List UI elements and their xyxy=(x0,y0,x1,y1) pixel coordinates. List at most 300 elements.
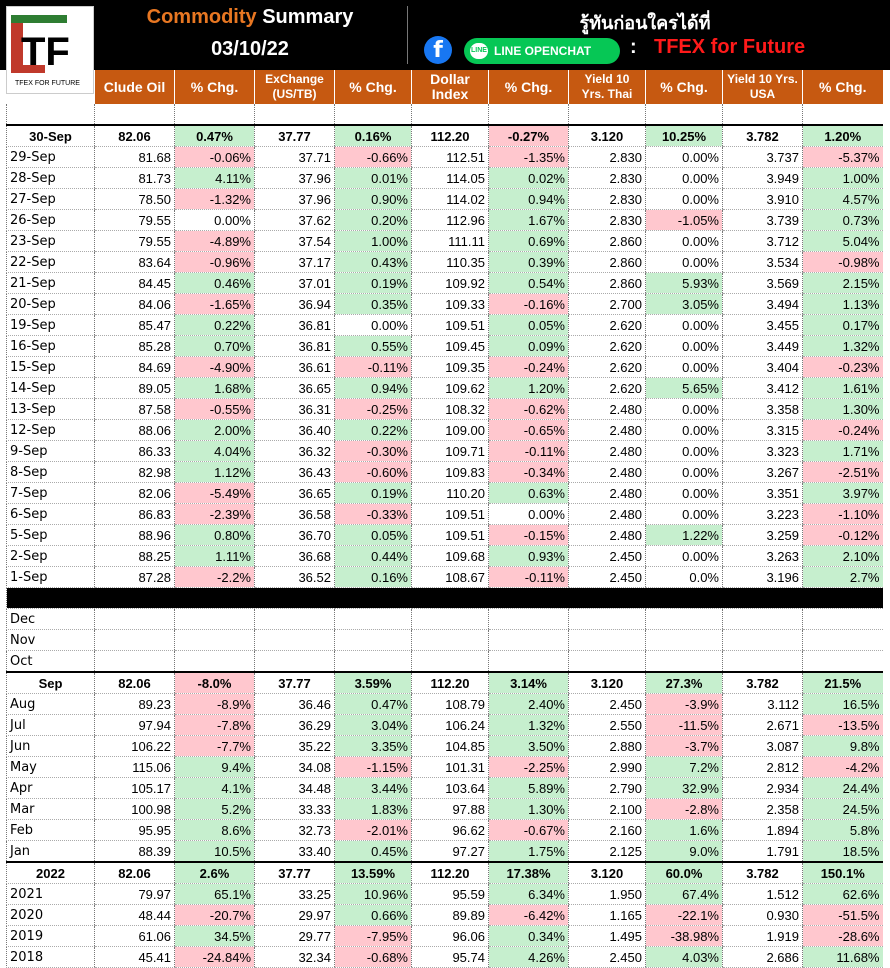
value-cell: 112.20 xyxy=(412,672,489,694)
empty-cell xyxy=(803,630,883,651)
pct-change-cell: -4.2% xyxy=(803,757,883,778)
pct-change-cell: -7.8% xyxy=(175,715,255,736)
pct-change-cell: 0.34% xyxy=(489,926,569,947)
value-cell: 95.74 xyxy=(412,947,489,968)
pct-change-cell: 3.97% xyxy=(803,483,883,504)
col-header-exchange: ExChange (US/TB) xyxy=(255,70,335,104)
value-cell: 108.67 xyxy=(412,567,489,588)
pct-change-cell: 0.44% xyxy=(335,546,412,567)
pct-change-cell: 1.30% xyxy=(803,399,883,420)
pct-change-cell: 1.00% xyxy=(803,168,883,189)
col-header-dollar-chg: % Chg. xyxy=(489,70,569,104)
pct-change-cell: 0.00% xyxy=(646,546,723,567)
empty-cell xyxy=(412,630,489,651)
pct-change-cell: 3.14% xyxy=(489,672,569,694)
value-cell: 37.17 xyxy=(255,252,335,273)
value-cell: 97.94 xyxy=(95,715,175,736)
spacer-cell xyxy=(803,104,883,125)
daily-row xyxy=(7,378,883,399)
value-cell: 79.97 xyxy=(95,884,175,905)
pct-change-cell: 0.43% xyxy=(335,252,412,273)
value-cell: 61.06 xyxy=(95,926,175,947)
value-cell: 112.20 xyxy=(412,862,489,884)
pct-change-cell: 0.02% xyxy=(489,168,569,189)
row-label: Feb xyxy=(7,820,95,841)
pct-change-cell: -8.0% xyxy=(175,672,255,694)
value-cell: 3.712 xyxy=(723,231,803,252)
daily-row xyxy=(7,420,883,441)
value-cell: 36.70 xyxy=(255,525,335,546)
value-cell: 106.24 xyxy=(412,715,489,736)
value-cell: 109.51 xyxy=(412,525,489,546)
pct-change-cell: 0.69% xyxy=(489,231,569,252)
value-cell: 3.323 xyxy=(723,441,803,462)
value-cell: 2.450 xyxy=(569,947,646,968)
value-cell: 109.33 xyxy=(412,294,489,315)
separator-line xyxy=(7,588,883,609)
row-label: Oct xyxy=(7,651,95,673)
spacer-cell xyxy=(7,104,95,125)
logo-subtext: TFEX FOR FUTURE xyxy=(15,80,80,87)
monthly-row xyxy=(7,736,883,757)
row-label: 7-Sep xyxy=(7,483,95,504)
empty-cell xyxy=(803,651,883,673)
daily-row xyxy=(7,357,883,378)
value-cell: 1.950 xyxy=(569,884,646,905)
empty-cell xyxy=(95,609,175,630)
daily-row xyxy=(7,399,883,420)
value-cell: 109.68 xyxy=(412,546,489,567)
value-cell: 2.620 xyxy=(569,357,646,378)
pct-change-cell: -2.51% xyxy=(803,462,883,483)
value-cell: 84.06 xyxy=(95,294,175,315)
row-label: 28-Sep xyxy=(7,168,95,189)
value-cell: 1.495 xyxy=(569,926,646,947)
row-label: 30-Sep xyxy=(7,125,95,147)
value-cell: 114.02 xyxy=(412,189,489,210)
value-cell: 88.06 xyxy=(95,420,175,441)
value-cell: 33.40 xyxy=(255,841,335,863)
pct-change-cell: 1.67% xyxy=(489,210,569,231)
pct-change-cell: -0.67% xyxy=(489,820,569,841)
empty-cell xyxy=(255,651,335,673)
empty-cell xyxy=(723,630,803,651)
value-cell: 45.41 xyxy=(95,947,175,968)
value-cell: 3.120 xyxy=(569,862,646,884)
value-cell: 97.88 xyxy=(412,799,489,820)
value-cell: 109.71 xyxy=(412,441,489,462)
value-cell: 2.812 xyxy=(723,757,803,778)
value-cell: 37.54 xyxy=(255,231,335,252)
pct-change-cell: -1.10% xyxy=(803,504,883,525)
pct-change-cell: 0.00% xyxy=(646,231,723,252)
value-cell: 2.100 xyxy=(569,799,646,820)
value-cell: 2.450 xyxy=(569,694,646,715)
pct-change-cell: 3.59% xyxy=(335,672,412,694)
pct-change-cell: 24.4% xyxy=(803,778,883,799)
value-cell: 36.32 xyxy=(255,441,335,462)
pct-change-cell: 21.5% xyxy=(803,672,883,694)
value-cell: 2.830 xyxy=(569,210,646,231)
commodity-table xyxy=(6,70,883,968)
row-label: 27-Sep xyxy=(7,189,95,210)
value-cell: 3.534 xyxy=(723,252,803,273)
value-cell: 36.43 xyxy=(255,462,335,483)
pct-change-cell: -51.5% xyxy=(803,905,883,926)
value-cell: 2.450 xyxy=(569,546,646,567)
pct-change-cell: -4.89% xyxy=(175,231,255,252)
pct-change-cell: 0.54% xyxy=(489,273,569,294)
value-cell: 109.51 xyxy=(412,315,489,336)
pct-change-cell: 7.2% xyxy=(646,757,723,778)
daily-row xyxy=(7,231,883,252)
empty-cell xyxy=(335,630,412,651)
spacer-cell xyxy=(95,104,175,125)
pct-change-cell: 0.70% xyxy=(175,336,255,357)
value-cell: 2.480 xyxy=(569,420,646,441)
value-cell: 111.11 xyxy=(412,231,489,252)
spacer-cell xyxy=(646,104,723,125)
line-openchat-button[interactable] xyxy=(464,38,620,64)
row-label: May xyxy=(7,757,95,778)
spacer-cell xyxy=(175,104,255,125)
value-cell: 36.61 xyxy=(255,357,335,378)
pct-change-cell: 0.55% xyxy=(335,336,412,357)
pct-change-cell: 1.20% xyxy=(803,125,883,147)
col-header-yield-thai: Yield 10 Yrs. Thai xyxy=(569,70,646,104)
pct-change-cell: 0.16% xyxy=(335,125,412,147)
value-cell: 82.98 xyxy=(95,462,175,483)
value-cell: 3.949 xyxy=(723,168,803,189)
value-cell: 36.81 xyxy=(255,315,335,336)
monthly-row xyxy=(7,820,883,841)
pct-change-cell: 4.26% xyxy=(489,947,569,968)
row-label: 23-Sep xyxy=(7,231,95,252)
empty-cell xyxy=(95,651,175,673)
pct-change-cell: 1.00% xyxy=(335,231,412,252)
pct-change-cell: 0.00% xyxy=(646,441,723,462)
pct-change-cell: 0.05% xyxy=(335,525,412,546)
value-cell: 86.83 xyxy=(95,504,175,525)
value-cell: 87.58 xyxy=(95,399,175,420)
value-cell: 2.990 xyxy=(569,757,646,778)
pct-change-cell: 1.30% xyxy=(489,799,569,820)
row-label: 21-Sep xyxy=(7,273,95,294)
pct-change-cell: 0.22% xyxy=(175,315,255,336)
pct-change-cell: 4.03% xyxy=(646,947,723,968)
value-cell: 2.358 xyxy=(723,799,803,820)
pct-change-cell: 60.0% xyxy=(646,862,723,884)
pct-change-cell: -0.15% xyxy=(489,525,569,546)
daily-row xyxy=(7,546,883,567)
pct-change-cell: 0.94% xyxy=(335,378,412,399)
facebook-icon[interactable]: f xyxy=(424,36,452,64)
daily-row xyxy=(7,315,883,336)
value-cell: 112.20 xyxy=(412,125,489,147)
value-cell: 86.33 xyxy=(95,441,175,462)
pct-change-cell: 2.6% xyxy=(175,862,255,884)
pct-change-cell: -0.96% xyxy=(175,252,255,273)
row-label: Jul xyxy=(7,715,95,736)
pct-change-cell: -0.12% xyxy=(803,525,883,546)
col-header-yield-thai-chg: % Chg. xyxy=(646,70,723,104)
pct-change-cell: 0.00% xyxy=(646,336,723,357)
value-cell: 2.125 xyxy=(569,841,646,863)
pct-change-cell: -1.05% xyxy=(646,210,723,231)
value-cell: 112.51 xyxy=(412,147,489,168)
row-label: Mar xyxy=(7,799,95,820)
pct-change-cell: 0.80% xyxy=(175,525,255,546)
row-label: Jan xyxy=(7,841,95,863)
pct-change-cell: 0.63% xyxy=(489,483,569,504)
pct-change-cell: 0.19% xyxy=(335,483,412,504)
row-label: 19-Sep xyxy=(7,315,95,336)
daily-row xyxy=(7,294,883,315)
value-cell: 88.96 xyxy=(95,525,175,546)
value-cell: 109.62 xyxy=(412,378,489,399)
value-cell: 2.790 xyxy=(569,778,646,799)
value-cell: 3.449 xyxy=(723,336,803,357)
pct-change-cell: 0.00% xyxy=(646,462,723,483)
row-label: 15-Sep xyxy=(7,357,95,378)
daily-row xyxy=(7,168,883,189)
pct-change-cell: 0.20% xyxy=(335,210,412,231)
value-cell: 2.480 xyxy=(569,399,646,420)
value-cell: 96.06 xyxy=(412,926,489,947)
value-cell: 82.06 xyxy=(95,483,175,504)
value-cell: 3.267 xyxy=(723,462,803,483)
pct-change-cell: -0.24% xyxy=(803,420,883,441)
pct-change-cell: 0.00% xyxy=(646,357,723,378)
pct-change-cell: 6.34% xyxy=(489,884,569,905)
value-cell: 109.35 xyxy=(412,357,489,378)
value-cell: 36.58 xyxy=(255,504,335,525)
value-cell: 2.550 xyxy=(569,715,646,736)
value-cell: 36.31 xyxy=(255,399,335,420)
pct-change-cell: 0.93% xyxy=(489,546,569,567)
pct-change-cell: 1.68% xyxy=(175,378,255,399)
logo-graphic xyxy=(7,7,93,93)
pct-change-cell: -0.68% xyxy=(335,947,412,968)
value-cell: 85.47 xyxy=(95,315,175,336)
value-cell: 2.480 xyxy=(569,525,646,546)
value-cell: 36.46 xyxy=(255,694,335,715)
pct-change-cell: -0.65% xyxy=(489,420,569,441)
value-cell: 1.512 xyxy=(723,884,803,905)
value-cell: 2.860 xyxy=(569,231,646,252)
pct-change-cell: -11.5% xyxy=(646,715,723,736)
pct-change-cell: -2.2% xyxy=(175,567,255,588)
pct-change-cell: -0.62% xyxy=(489,399,569,420)
top-spacer-row xyxy=(7,104,883,125)
header-divider xyxy=(407,6,408,64)
empty-cell xyxy=(489,630,569,651)
value-cell: 3.112 xyxy=(723,694,803,715)
value-cell: 110.20 xyxy=(412,483,489,504)
pct-change-cell: -28.6% xyxy=(803,926,883,947)
pct-change-cell: 3.04% xyxy=(335,715,412,736)
value-cell: 106.22 xyxy=(95,736,175,757)
pct-change-cell: 1.6% xyxy=(646,820,723,841)
value-cell: 82.06 xyxy=(95,862,175,884)
pct-change-cell: 1.13% xyxy=(803,294,883,315)
value-cell: 33.25 xyxy=(255,884,335,905)
value-cell: 3.120 xyxy=(569,672,646,694)
pct-change-cell: 0.00% xyxy=(489,504,569,525)
value-cell: 3.782 xyxy=(723,862,803,884)
pct-change-cell: -0.30% xyxy=(335,441,412,462)
pct-change-cell: 0.47% xyxy=(335,694,412,715)
col-header-yield-usa: Yield 10 Yrs. USA xyxy=(723,70,803,104)
value-cell: 29.77 xyxy=(255,926,335,947)
pct-change-cell: 0.01% xyxy=(335,168,412,189)
daily-row xyxy=(7,147,883,168)
row-label: 2-Sep xyxy=(7,546,95,567)
value-cell: 2.480 xyxy=(569,462,646,483)
pct-change-cell: 62.6% xyxy=(803,884,883,905)
pct-change-cell: 0.00% xyxy=(335,315,412,336)
value-cell: 2.620 xyxy=(569,378,646,399)
pct-change-cell: 27.3% xyxy=(646,672,723,694)
value-cell: 36.52 xyxy=(255,567,335,588)
monthly-row xyxy=(7,757,883,778)
pct-change-cell: 0.00% xyxy=(646,315,723,336)
pct-change-cell: 2.40% xyxy=(489,694,569,715)
value-cell: 2.620 xyxy=(569,336,646,357)
pct-change-cell: 2.00% xyxy=(175,420,255,441)
pct-change-cell: 0.73% xyxy=(803,210,883,231)
pct-change-cell: -0.60% xyxy=(335,462,412,483)
pct-change-cell: 24.5% xyxy=(803,799,883,820)
value-cell: 3.404 xyxy=(723,357,803,378)
report-date: 03/10/22 xyxy=(211,38,289,60)
value-cell: 3.263 xyxy=(723,546,803,567)
brand-colon: : xyxy=(630,36,637,58)
value-cell: 2.860 xyxy=(569,273,646,294)
monthly-row xyxy=(7,799,883,820)
pct-change-cell: 1.75% xyxy=(489,841,569,863)
daily-row xyxy=(7,336,883,357)
empty-cell xyxy=(95,630,175,651)
empty-cell xyxy=(255,630,335,651)
value-cell: 37.77 xyxy=(255,672,335,694)
value-cell: 2.880 xyxy=(569,736,646,757)
pct-change-cell: 0.00% xyxy=(646,168,723,189)
row-label: 22-Sep xyxy=(7,252,95,273)
pct-change-cell: -5.49% xyxy=(175,483,255,504)
value-cell: 37.77 xyxy=(255,862,335,884)
pct-change-cell: 0.00% xyxy=(175,210,255,231)
pct-change-cell: -0.98% xyxy=(803,252,883,273)
value-cell: 36.65 xyxy=(255,483,335,504)
pct-change-cell: -0.66% xyxy=(335,147,412,168)
row-label: 12-Sep xyxy=(7,420,95,441)
value-cell: 79.55 xyxy=(95,210,175,231)
pct-change-cell: -7.7% xyxy=(175,736,255,757)
value-cell: 84.45 xyxy=(95,273,175,294)
value-cell: 3.412 xyxy=(723,378,803,399)
monthly-row xyxy=(7,694,883,715)
pct-change-cell: 17.38% xyxy=(489,862,569,884)
value-cell: 0.930 xyxy=(723,905,803,926)
value-cell: 104.85 xyxy=(412,736,489,757)
page-title xyxy=(100,6,400,29)
row-label: 1-Sep xyxy=(7,567,95,588)
value-cell: 3.569 xyxy=(723,273,803,294)
pct-change-cell: 0.00% xyxy=(646,483,723,504)
pct-change-cell: 10.96% xyxy=(335,884,412,905)
pct-change-cell: 4.11% xyxy=(175,168,255,189)
pct-change-cell: -13.5% xyxy=(803,715,883,736)
pct-change-cell: 1.12% xyxy=(175,462,255,483)
pct-change-cell: -7.95% xyxy=(335,926,412,947)
pct-change-cell: 5.8% xyxy=(803,820,883,841)
col-header-crude-chg: % Chg. xyxy=(175,70,255,104)
pct-change-cell: 67.4% xyxy=(646,884,723,905)
value-cell: 2.450 xyxy=(569,567,646,588)
value-cell: 36.40 xyxy=(255,420,335,441)
empty-cell xyxy=(569,630,646,651)
pct-change-cell: 1.22% xyxy=(646,525,723,546)
yearly-row xyxy=(7,926,883,947)
pct-change-cell: -0.33% xyxy=(335,504,412,525)
pct-change-cell: -5.37% xyxy=(803,147,883,168)
yearly-row xyxy=(7,947,883,968)
daily-row xyxy=(7,441,883,462)
row-label: 26-Sep xyxy=(7,210,95,231)
value-cell: 3.739 xyxy=(723,210,803,231)
pct-change-cell: -2.8% xyxy=(646,799,723,820)
daily-row xyxy=(7,252,883,273)
pct-change-cell: 0.00% xyxy=(646,189,723,210)
pct-change-cell: 32.9% xyxy=(646,778,723,799)
col-header-exchange-chg: % Chg. xyxy=(335,70,412,104)
pct-change-cell: 0.22% xyxy=(335,420,412,441)
value-cell: 3.223 xyxy=(723,504,803,525)
pct-change-cell: 16.5% xyxy=(803,694,883,715)
value-cell: 3.494 xyxy=(723,294,803,315)
value-cell: 2.620 xyxy=(569,315,646,336)
line-label: LINE OPENCHAT xyxy=(494,44,592,58)
value-cell: 95.59 xyxy=(412,884,489,905)
pct-change-cell: 10.5% xyxy=(175,841,255,863)
pct-change-cell: -3.7% xyxy=(646,736,723,757)
pct-change-cell: 1.83% xyxy=(335,799,412,820)
empty-cell xyxy=(803,609,883,630)
pct-change-cell: 5.65% xyxy=(646,378,723,399)
spacer-cell xyxy=(489,104,569,125)
pct-change-cell: 0.39% xyxy=(489,252,569,273)
pct-change-cell: 0.00% xyxy=(646,147,723,168)
row-label: 20-Sep xyxy=(7,294,95,315)
daily-row xyxy=(7,462,883,483)
row-label: Jun xyxy=(7,736,95,757)
value-cell: 109.51 xyxy=(412,504,489,525)
pct-change-cell: 10.25% xyxy=(646,125,723,147)
col-header-crude-oil: Clude Oil xyxy=(95,70,175,104)
pct-change-cell: 1.61% xyxy=(803,378,883,399)
value-cell: 115.06 xyxy=(95,757,175,778)
pct-change-cell: 9.0% xyxy=(646,841,723,863)
value-cell: 2.671 xyxy=(723,715,803,736)
pct-change-cell: -1.15% xyxy=(335,757,412,778)
pct-change-cell: -38.98% xyxy=(646,926,723,947)
pct-change-cell: -0.25% xyxy=(335,399,412,420)
empty-cell xyxy=(723,609,803,630)
value-cell: 2.830 xyxy=(569,147,646,168)
daily-row xyxy=(7,189,883,210)
pct-change-cell: 3.44% xyxy=(335,778,412,799)
